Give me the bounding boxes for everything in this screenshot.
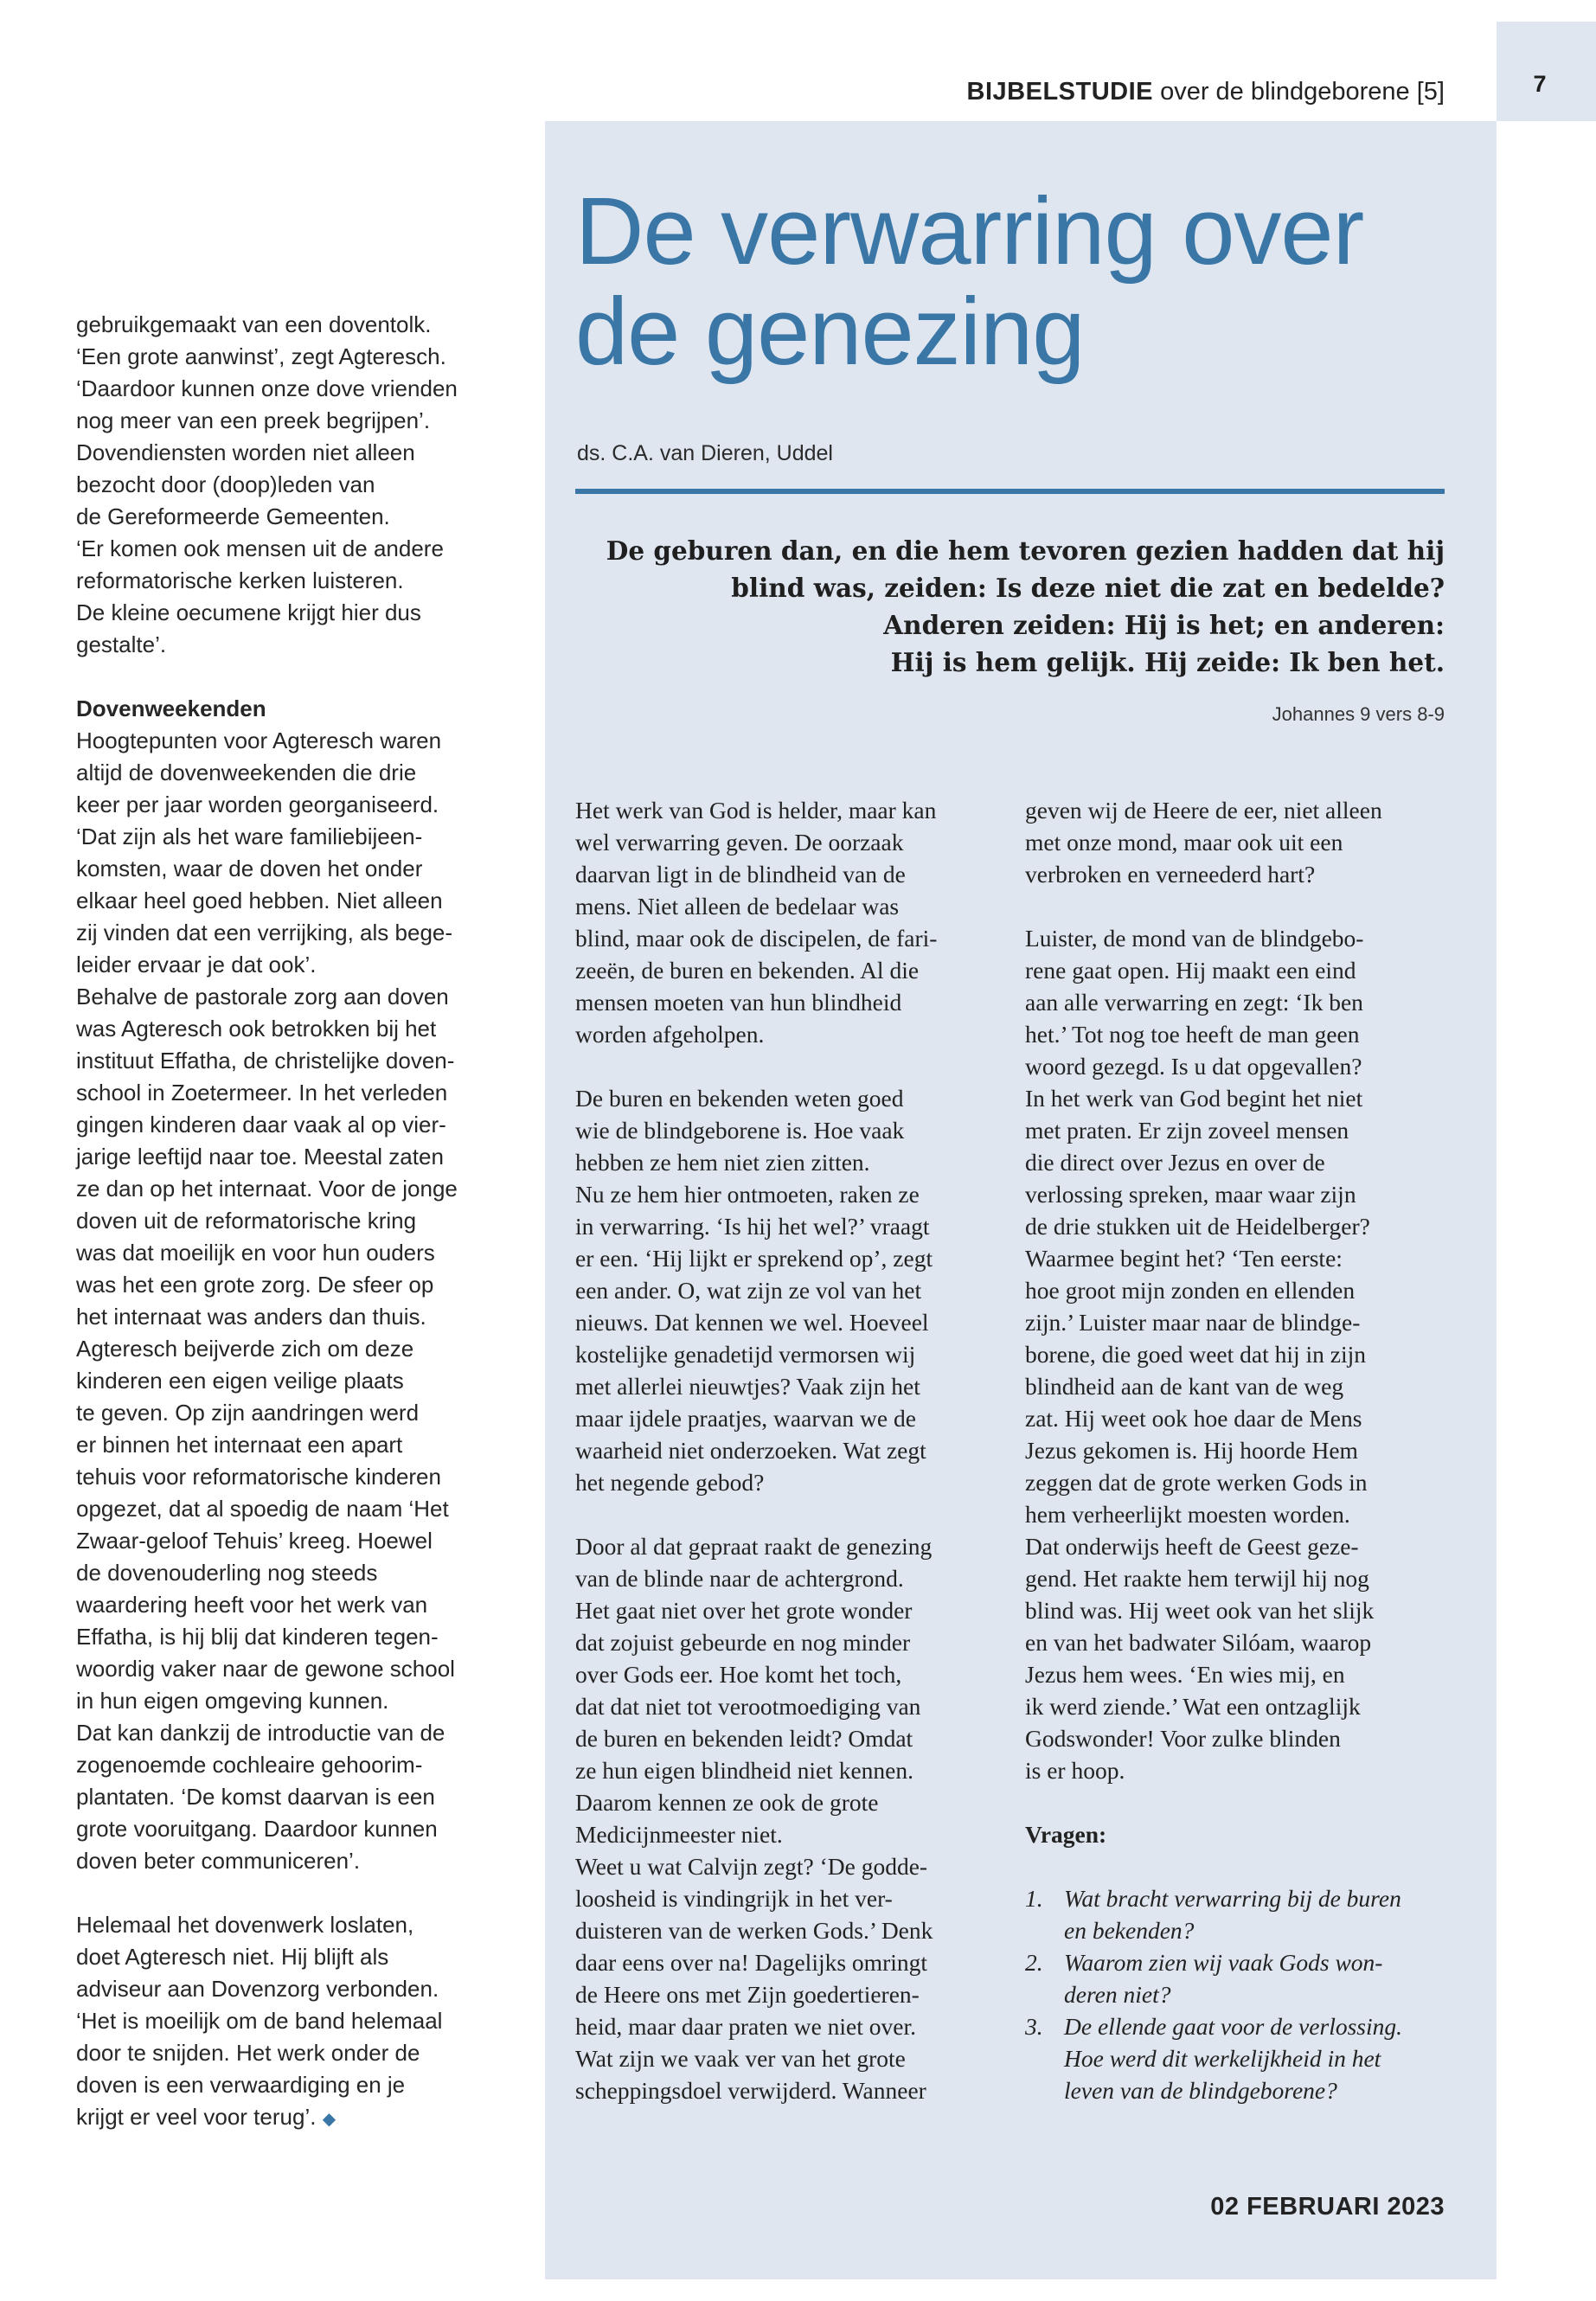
left-column	[76, 309, 526, 2133]
text-line: ‘Daardoor kunnen onze dove vrienden	[76, 375, 458, 401]
text-line: in hun eigen omgeving kunnen.	[76, 1688, 389, 1714]
text-line: de Heere ons met Zijn goedertieren-	[575, 1981, 920, 2008]
section-label: BIJBELSTUDIE	[966, 78, 1154, 106]
text-line: daar eens over na! Dagelijks omringt	[575, 1949, 928, 1976]
body-paragraph	[1025, 922, 1458, 1786]
text-line: geven wij de Heere de eer, niet alleen	[1025, 797, 1382, 824]
text-line: zogenoemde cochleaire gehoorim-	[76, 1752, 423, 1778]
text-line: ze hun eigen blindheid niet kennen.	[575, 1757, 913, 1784]
text-line: bezocht door (doop)leden van	[76, 471, 375, 497]
questions-heading: Vragen:	[1025, 1821, 1107, 1848]
text-line: waardering heeft voor het werk van	[76, 1592, 428, 1618]
text-line: elkaar heel goed hebben. Niet alleen	[76, 888, 443, 913]
text-line: leider ervaar je dat ook’.	[76, 952, 317, 977]
body-paragraph	[575, 1530, 999, 2106]
text-line: met onze mond, maar ook uit een	[1025, 829, 1343, 856]
text-line: verlossing spreken, maar waar zijn	[1025, 1181, 1356, 1208]
text-line: de dovenouderling nog steeds	[76, 1560, 378, 1586]
text-line: er een. ‘Hij lijkt er sprekend op’, zegt	[575, 1245, 933, 1272]
body-paragraph	[575, 1082, 999, 1498]
text-line: mensen moeten van hun blindheid	[575, 989, 902, 1016]
question-number: 3.	[1025, 2013, 1043, 2040]
scripture-reference: Johannes 9 vers 8-9	[1272, 703, 1445, 725]
text-line: school in Zoetermeer. In het verleden	[76, 1080, 448, 1106]
question-text-line: Hoe werd dit werkelijkheid in het	[1064, 2045, 1381, 2072]
text-line: verbroken en verneederd hart?	[1025, 861, 1316, 888]
text-line: de drie stukken uit de Heidelberger?	[1025, 1213, 1370, 1240]
question-item	[1025, 2010, 1458, 2106]
text-line: ik werd ziende.’ Wat een ontzaglijk	[1025, 1693, 1361, 1720]
text-line: In het werk van God begint het niet	[1025, 1085, 1363, 1112]
text-line: het negende gebod?	[575, 1469, 765, 1496]
verse-line: blind was, zeiden: Is deze niet die zat en bedelde?	[731, 573, 1445, 603]
text-line: was het een grote zorg. De sfeer op	[76, 1272, 434, 1298]
article-title	[575, 178, 1492, 385]
text-line: nieuws. Dat kennen we wel. Hoeveel	[575, 1309, 929, 1336]
text-line: gend. Het raakte hem terwijl hij nog	[1025, 1565, 1369, 1592]
text-line: woord gezegd. Is u dat opgevallen?	[1025, 1053, 1362, 1080]
text-line: is er hoop.	[1025, 1757, 1125, 1784]
question-number: 1.	[1025, 1885, 1043, 1912]
end-of-article-mark-icon: ◆	[322, 2110, 337, 2129]
article-column-1	[575, 794, 999, 2106]
text-line: door te snijden. Het werk onder de	[76, 2040, 420, 2066]
text-line: ‘Het is moeilijk om de band helemaal	[76, 2008, 443, 2034]
text-line: doet Agteresch niet. Hij blijft als	[76, 1944, 389, 1970]
text-line: blindheid aan de kant van de weg	[1025, 1373, 1344, 1400]
verse-line: Anderen zeiden: Hij is het; en anderen:	[883, 610, 1445, 640]
text-line: zeggen dat de grote werken Gods in	[1025, 1469, 1368, 1496]
title-line-1: De verwarring over	[575, 178, 1364, 285]
text-line: gingen kinderen daar vaak al op vier-	[76, 1112, 446, 1138]
text-line: kinderen een eigen veilige plaats	[76, 1368, 404, 1394]
question-number: 2.	[1025, 1949, 1043, 1976]
text-line: ze dan op het internaat. Voor de jonge	[76, 1176, 458, 1202]
text-line: Medicijnmeester niet.	[575, 1821, 783, 1848]
text-line: dat zojuist gebeurde en nog minder	[575, 1629, 911, 1656]
text-line: duisteren van de werken Gods.’ Denk	[575, 1917, 933, 1944]
text-line: Zwaar-geloof Tehuis’ kreeg. Hoewel	[76, 1528, 433, 1554]
question-text-line: Waarom zien wij vaak Gods won-	[1064, 1949, 1383, 1976]
text-line: aan alle verwarring en zegt: ‘Ik ben	[1025, 989, 1363, 1016]
question-item	[1025, 1946, 1458, 2010]
questions-list	[1025, 1882, 1458, 2106]
text-line: mens. Niet alleen de bedelaar was	[575, 893, 900, 920]
text-line: Wat zijn we vaak ver van het grote	[575, 2045, 906, 2072]
scripture-quote	[575, 532, 1445, 681]
text-line: gestalte’.	[76, 631, 167, 657]
text-line: hoe groot mijn zonden en ellenden	[1025, 1277, 1356, 1304]
text-line: ‘Een grote aanwinst’, zegt Agteresch.	[76, 343, 446, 369]
text-line: heid, maar daar praten we niet over.	[575, 2013, 916, 2040]
text-line: De buren en bekenden weten goed	[575, 1085, 904, 1112]
text-line: Het werk van God is helder, maar kan	[575, 797, 937, 824]
text-line: de Gereformeerde Gemeenten.	[76, 503, 390, 529]
text-line: en van het badwater Silóam, waarop	[1025, 1629, 1372, 1656]
text-line: waarheid niet onderzoeken. Wat zegt	[575, 1437, 926, 1464]
question-item	[1025, 1882, 1458, 1946]
title-line-2: de genezing	[575, 279, 1085, 385]
subheading-dovenweekenden: Dovenweekenden	[76, 695, 266, 721]
left-paragraph-2	[76, 725, 526, 1877]
text-line: nog meer van een preek begrijpen’.	[76, 407, 431, 433]
text-line: plantaten. ‘De komst daarvan is een	[76, 1784, 435, 1810]
text-line: Effatha, is hij blij dat kinderen tegen-	[76, 1624, 439, 1650]
question-text-line: en bekenden?	[1064, 1917, 1195, 1944]
text-line: Godswonder! Voor zulke blinden	[1025, 1725, 1341, 1752]
text-line: wel verwarring geven. De oorzaak	[575, 829, 904, 856]
article-column-2	[1025, 794, 1458, 2106]
text-line: altijd de dovenweekenden die drie	[76, 760, 417, 785]
text-line: er binnen het internaat een apart	[76, 1432, 403, 1458]
text-line: grote vooruitgang. Daardoor kunnen	[76, 1816, 438, 1842]
text-line: zeeën, de buren en bekenden. Al die	[575, 957, 920, 984]
question-text-line: Wat bracht verwarring bij de buren	[1064, 1885, 1401, 1912]
text-line: Dovendiensten worden niet alleen	[76, 439, 415, 465]
question-text-line: leven van de blindgeborene?	[1064, 2077, 1337, 2104]
issue-date: 02 FEBRUARI 2023	[1210, 2193, 1445, 2221]
text-line: adviseur aan Dovenzorg verbonden.	[76, 1976, 439, 2002]
text-line: Nu ze hem hier ontmoeten, raken ze	[575, 1181, 920, 1208]
text-line: Waarmee begint het? ‘Ten eerste:	[1025, 1245, 1343, 1272]
text-line: worden afgeholpen.	[575, 1021, 765, 1048]
title-divider	[575, 489, 1445, 494]
body-paragraph	[1025, 794, 1458, 890]
left-paragraph-3	[76, 1909, 526, 2133]
text-line: zij vinden dat een verrijking, als bege-	[76, 920, 453, 945]
text-line: wie de blindgeborene is. Hoe vaak	[575, 1117, 905, 1144]
text-line: hem verheerlijkt moesten worden.	[1025, 1501, 1350, 1528]
text-line: doven uit de reformatorische kring	[76, 1208, 417, 1234]
text-line: doven is een verwaardiging en je	[76, 2072, 406, 2098]
text-line: keer per jaar worden georganiseerd.	[76, 792, 439, 817]
text-line: opgezet, dat al spoedig de naam ‘Het	[76, 1496, 449, 1522]
text-line: Weet u wat Calvijn zegt? ‘De godde-	[575, 1853, 928, 1880]
text-line: Door al dat gepraat raakt de genezing	[575, 1533, 933, 1560]
text-line: het internaat was anders dan thuis.	[76, 1304, 426, 1330]
text-line: was Agteresch ook betrokken bij het	[76, 1016, 437, 1042]
text-line: tehuis voor reformatorische kinderen	[76, 1464, 441, 1490]
text-line: over Gods eer. Hoe komt het toch,	[575, 1661, 902, 1688]
text-line: Dat onderwijs heeft de Geest geze-	[1025, 1533, 1359, 1560]
text-line: zat. Hij weet ook hoe daar de Mens	[1025, 1405, 1362, 1432]
page-number: 7	[1533, 71, 1547, 97]
text-line: instituut Effatha, de christelijke doven-	[76, 1048, 455, 1074]
question-text-line: deren niet?	[1064, 1981, 1171, 2008]
text-line: Agteresch beijverde zich om deze	[76, 1336, 414, 1362]
text-line: Dat kan dankzij de introductie van de	[76, 1720, 445, 1746]
text-line: rene gaat open. Hij maakt een eind	[1025, 957, 1356, 984]
text-line: Helemaal het dovenwerk loslaten,	[76, 1912, 414, 1938]
text-line: jarige leeftijd naar toe. Meestal zaten	[76, 1144, 444, 1170]
text-line: Jezus hem wees. ‘En wies mij, en	[1025, 1661, 1345, 1688]
question-text-line: De ellende gaat voor de verlossing.	[1064, 2013, 1403, 2040]
text-line: ‘Er komen ook mensen uit de andere	[76, 535, 444, 561]
text-line: de buren en bekenden leidt? Omdat	[575, 1725, 913, 1752]
text-line: maar ijdele praatjes, waarvan we de	[575, 1405, 916, 1432]
text-line: Het gaat niet over het grote wonder	[575, 1597, 913, 1624]
text-line: in verwarring. ‘Is hij het wel?’ vraagt	[575, 1213, 930, 1240]
text-line: met allerlei nieuwtjes? Vaak zijn het	[575, 1373, 920, 1400]
text-line: Daarom kennen ze ook de grote	[575, 1789, 879, 1816]
text-line: gebruikgemaakt van een doventolk.	[76, 311, 432, 337]
text-line: met praten. Er zijn zoveel mensen	[1025, 1117, 1349, 1144]
text-line: Jezus gekomen is. Hij hoorde Hem	[1025, 1437, 1358, 1464]
text-line: scheppingsdoel verwijderd. Wanneer	[575, 2077, 926, 2104]
text-line-content: krijgt er veel voor terug’.	[76, 2104, 317, 2130]
running-header	[967, 78, 1445, 106]
text-line: van de blinde naar de achtergrond.	[575, 1565, 904, 1592]
text-line: daarvan ligt in de blindheid van de	[575, 861, 906, 888]
text-line: doven beter communiceren’.	[76, 1848, 361, 1874]
text-line: reformatorische kerken luisteren.	[76, 567, 404, 593]
text-line: die direct over Jezus en over de	[1025, 1149, 1325, 1176]
text-line: een ander. O, wat zijn ze vol van het	[575, 1277, 922, 1304]
text-line	[76, 2101, 526, 2133]
text-line: zijn.’ Luister maar naar de blindge-	[1025, 1309, 1361, 1336]
text-line: kostelijke genadetijd vermorsen wij	[575, 1341, 916, 1368]
body-paragraph	[575, 794, 999, 1050]
text-line: Luister, de mond van de blindgebo-	[1025, 925, 1364, 952]
text-line: woordig vaker naar de gewone school	[76, 1656, 455, 1682]
text-line: blind, maar ook de discipelen, de fari-	[575, 925, 938, 952]
text-line: blind was. Hij weet ook van het slijk	[1025, 1597, 1375, 1624]
text-line: borene, die goed weet dat hij in zijn	[1025, 1341, 1367, 1368]
text-line: dat dat niet tot verootmoediging van	[575, 1693, 921, 1720]
article-author: ds. C.A. van Dieren, Uddel	[577, 441, 833, 465]
text-line: komsten, waar de doven het onder	[76, 856, 423, 881]
text-line: ‘Dat zijn als het ware familiebijeen-	[76, 824, 423, 849]
verse-line: De geburen dan, en die hem tevoren gezien hadden dat hij	[606, 535, 1445, 566]
text-line: loosheid is vindingrijk in het ver-	[575, 1885, 893, 1912]
verse-line: Hij is hem gelijk. Hij zeide: Ik ben het.	[890, 647, 1445, 677]
text-line: hebben ze hem niet zien zitten.	[575, 1149, 870, 1176]
text-line: het.’ Tot nog toe heeft de man geen	[1025, 1021, 1360, 1048]
text-line: Behalve de pastorale zorg aan doven	[76, 984, 449, 1009]
text-line: De kleine oecumene krijgt hier dus	[76, 599, 421, 625]
text-line: te geven. Op zijn aandringen werd	[76, 1400, 420, 1426]
section-subtitle: over de blindgeborene [5]	[1160, 78, 1445, 106]
left-paragraph-1	[76, 309, 526, 661]
text-line: was dat moeilijk en voor hun ouders	[76, 1240, 435, 1266]
text-line: Hoogtepunten voor Agteresch waren	[76, 727, 442, 753]
